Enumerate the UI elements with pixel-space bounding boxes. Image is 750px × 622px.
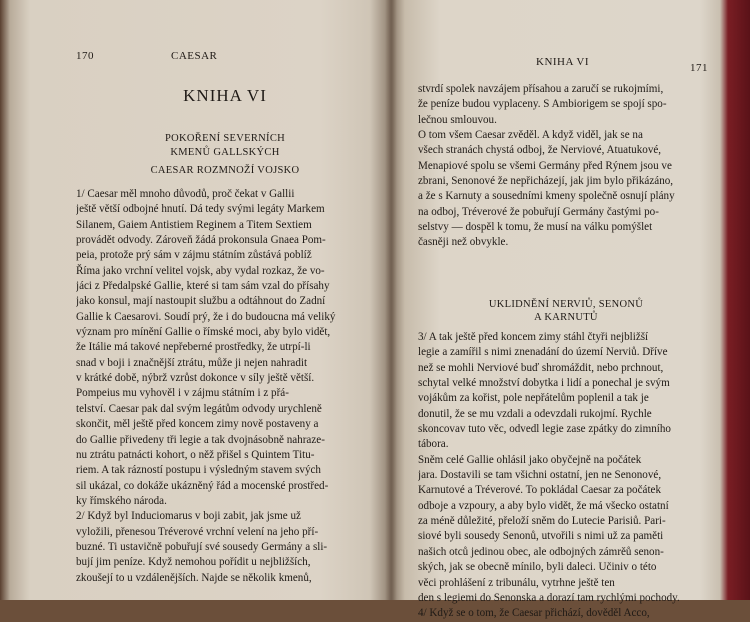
text-line: zbrani, Senonové že nepřicházejí, jak jim bylo přikázáno, (418, 175, 674, 188)
text-line: zkoušejí to u vzdálenějších. Najde se několik kmenů, (76, 571, 312, 584)
text-line: jáci z Předalpské Gallie, které si tam sám vzal do přísahy (76, 280, 330, 293)
text-line: Gallie k Caesarovi. Soudí prý, že i do budoucna má veliký (76, 310, 336, 323)
text-line: vojákům za kořist, pole nepřátelům poplenil a tak je (418, 392, 649, 405)
left-running-title: CAESAR (171, 50, 218, 62)
text-line: našich otců jedinou obec, ale odbojných zámrěů senon- (418, 545, 664, 558)
right-section-heading-line-1: UKLIDNĚNÍ NERVIŮ, SENONŮ (488, 299, 644, 310)
text-line: že peníze budou vyplaceny. S Ambiorigem se spojí spo- (418, 98, 667, 111)
text-line: Menapiové spolu se všemi Germány před Rýnem jsou ve (418, 159, 672, 172)
text-line: odboje a vzpoury, a aby bylo vidět, že má všecko ostatní (418, 499, 669, 512)
text-line: Karnutové a Tréverové. To pokládal Caesar za počátek (418, 484, 661, 497)
text-line: že Itálie má takové nepřeberné prostředky, že utrpí-li (76, 341, 311, 354)
text-line: 3/ A tak ještě před koncem zimy stáhl čtyři nejbližší (418, 331, 649, 343)
text-line: selstvy — dospěl k tomu, že musí na válku pomýšlet (418, 221, 653, 234)
text-line: Pompeius mu vyhověl i v zájmu státním i z přá- (76, 387, 289, 400)
text-line: do Gallie přivedeny tři legie a tak dvojnásobně nahraze- (76, 433, 325, 446)
section-heading-line-1: POKOŘENÍ SEVERNÍCH (164, 133, 286, 144)
subsection-heading: CAESAR ROZMNOŽÍ VOJSKO (150, 165, 300, 176)
text-line: vyložili, přenesou Tréverové vrchní velení na jeho pří- (76, 525, 319, 538)
left-page-number: 170 (76, 50, 94, 62)
text-line: než se mohli Nerviové buď shromáždit, nebo prchnout, (418, 361, 664, 374)
text-line: skoncovav tuto věc, odvedl legie zase zpátky do zimního (418, 423, 671, 436)
text-line: 4/ Když se o tom, že Caesar přichází, dověděl Acco, (418, 607, 650, 620)
text-line: význam pro mínění Gallie o římské moci, aby bylo vidět, (76, 326, 331, 339)
text-line: snad v boji i značnější ztrátu, může ji nejen nahradit (76, 356, 308, 369)
right-page (418, 52, 714, 620)
text-line: ky římského národa. (76, 494, 167, 507)
right-section-heading-line-2: A KARNUTŮ (534, 312, 598, 323)
text-line: O tom všem Caesar zvěděl. A když viděl, jak se na (418, 129, 643, 142)
text-line: jako konsul, mají nastoupit službu a odtáhnout do Zadní (76, 295, 326, 308)
text-line: Silanem, Gaiem Antistiem Reginem a Titem Sextiem (76, 218, 312, 231)
chapter-title: KNIHA VI (183, 86, 267, 105)
text-line: jara. Dostavili se tam všichni ostatní, jen ne Senonové, (418, 469, 662, 482)
right-running-title: KNIHA VI (536, 56, 589, 68)
text-line: den s legiemi do Senonska a dorazí tam rychlými pochody. (418, 591, 680, 604)
text-line: nu ztrátu patnácti kohort, o něž přišel s Quintem Titu- (76, 448, 315, 461)
text-line: za méně důležité, přeloží sněm do Lutecie Parisiů. Pari- (418, 515, 666, 528)
text-line: a že s Karnuty a sousedními kmeny společně osnují plány (418, 190, 675, 203)
text-line: všech stranách chystá odboj, že Nerviové, Atuatukové, (418, 144, 662, 157)
section-heading-line-2: KMENŮ GALLSKÝCH (170, 147, 280, 158)
book-gutter (385, 0, 397, 600)
text-line: 2/ Když byl Induciomarus v boji zabit, jak jsme už (76, 510, 301, 523)
text-line: legie a zamířil s nimi znenadání do území Nerviů. Dříve (418, 346, 668, 359)
text-line: donutil, že se mu vzdali a odevzdali rukojmí. Rychle (418, 407, 652, 420)
text-line: Sněm celé Gallie ohlásil jako obyčejně na počátek (418, 453, 642, 466)
left-page (76, 40, 374, 595)
text-line: telství. Caesar pak dal svým legátům odvody urychleně (76, 402, 322, 415)
text-line: bují jim peníze. Když nemohou pořídit u nejbližších, (76, 556, 311, 569)
text-line: ještě větší odbojné hnutí. Dá tedy svými legáty Markem (76, 203, 325, 216)
text-line: časněji než obvykle. (418, 236, 509, 249)
text-line: stvrdí spolek navzájem přísahou a zaručí se rukojmími, (418, 83, 664, 95)
text-line: 1/ Caesar měl mnoho důvodů, proč čekat v Gallii (76, 188, 295, 200)
right-body-text-bottom (418, 330, 714, 622)
text-line: tábora. (418, 438, 449, 451)
text-line: na odboj, Tréverové že pobuřují Germány častými po- (418, 205, 659, 218)
text-line: riem. A tak rázností postupu i výsledným stavem svých (76, 464, 321, 477)
text-line: skončit, měl ještě před koncem zimy nově postaveny a (76, 418, 319, 431)
text-line: provádět odvody. Zároveň žádá prokonsula Gnaea Pom- (76, 234, 326, 247)
text-line: siové byli sousedy Senonů, utvořili s nimi už za paměti (418, 530, 664, 543)
text-line: ských, jak se obecně mínilo, byli daleci. Učiniv o této (418, 561, 657, 574)
left-body-text (76, 187, 374, 586)
right-body-text-top (418, 82, 714, 251)
text-line: lečnou smlouvou. (418, 113, 497, 126)
text-line: buzné. Ti ustavičně pobuřují své sousedy Germány a sli- (76, 540, 328, 553)
text-line: peia, protože prý sám v zájmu státním zůstává poblíž (76, 249, 312, 262)
text-line: sil ukázal, co dokáže ukázněný řád a mocenské prostřed- (76, 479, 329, 492)
text-line: věci prohlášení z tribunálu, vytrhne ještě ten (418, 576, 615, 589)
right-page-number: 171 (690, 62, 708, 74)
text-line: v krátké době, nýbrž vzrůst dokonce v síly ještě větší. (76, 372, 315, 385)
text-line: Říma jako vrchní velitel vojsk, aby vydal rozkaz, že vo- (76, 264, 325, 277)
text-line: schytal velké množství dobytka i lidí a ponechal je svým (418, 377, 670, 390)
